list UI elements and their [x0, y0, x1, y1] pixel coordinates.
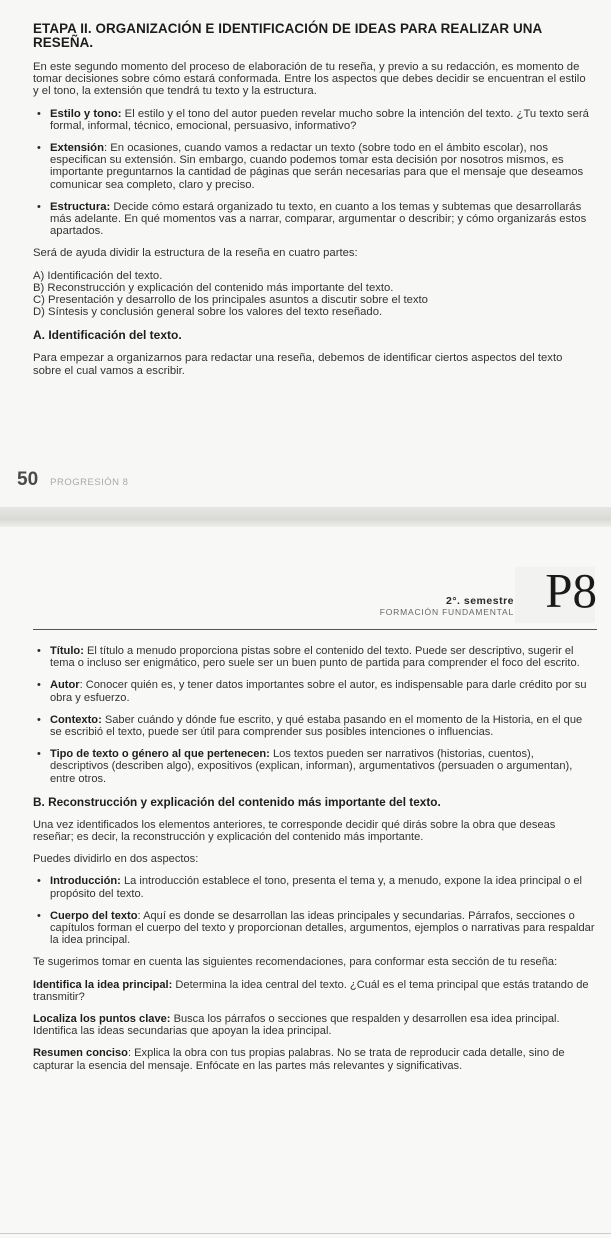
item-term: Contexto:: [50, 713, 102, 726]
item-text: : Explica la obra con tus propias palabras. No se trata de reproducir cada detalle, sino de capturar la esencia del mensaje. Enfócate en las partes más relevantes y significativas.: [33, 1047, 565, 1072]
list-item: [33, 910, 595, 947]
bullet-icon: •: [37, 713, 41, 726]
decision-list: [33, 108, 593, 238]
item-term: Resumen conciso: [33, 1047, 128, 1060]
recommendation: [33, 1047, 595, 1071]
list-item: [33, 679, 595, 703]
section-a-heading: A. Identificación del texto.: [33, 328, 182, 343]
item-term: Estructura:: [50, 200, 111, 213]
bullet-icon: •: [37, 142, 41, 155]
section-a-text: Para empezar a organizarnos para redactar una reseña, debemos de identificar ciertos aspectos del texto sobre el cual vamos a escribir.: [33, 352, 563, 377]
item-text: Decide cómo estará organizado tu texto, en cuanto a los temas y subtemas que desarrollarás más adelante. En qué momentos vas a narrar, comparar, argumentar o describir; y cómo organizarás estos apartados.: [50, 200, 587, 238]
identification-list: [33, 645, 595, 785]
item-text: La introducción establece el tono, presenta el tema y, a menudo, expone la idea principal o el propósito del texto.: [50, 875, 582, 900]
progression-badge: P8: [545, 563, 597, 618]
item-term: Estilo y tono:: [50, 107, 122, 120]
intro-paragraph: En este segundo momento del proceso de elaboración de tu reseña, y previo a su redacción, es momento de tomar decisiones sobre cómo estará conformada. Entre los aspectos que debes decidir se encuentran el estilo y el tono, la extensión que tendrá tu texto y la estructura.: [33, 61, 586, 98]
item-text: Busca los párrafos o secciones que respalden y desarrollen esa idea principal. Identifica las ideas secundarias que apoyan la idea principal.: [33, 1013, 560, 1038]
page-header: [0, 547, 611, 631]
page-gutter: [0, 507, 611, 527]
header-rule: [33, 629, 597, 630]
list-item: [33, 201, 593, 238]
bullet-icon: •: [37, 200, 41, 213]
section-b-heading: B. Reconstrucción y explicación del contenido más importante del texto.: [33, 794, 441, 809]
progression-label: PROGRESIÓN 8: [50, 477, 129, 488]
part-item: B) Reconstrucción y explicación del contenido más importante del texto.: [33, 281, 394, 294]
page-50: [0, 0, 611, 507]
part-item: D) Síntesis y conclusión general sobre los valores del texto reseñado.: [33, 306, 383, 319]
item-text: El estilo y el tono del autor pueden revelar mucho sobre la intención del texto. ¿Tu texto será formal, informal, técnico, emocional, persuasivo, informativo?: [50, 107, 589, 132]
suggest-text: Te sugerimos tomar en cuenta las siguientes recomendaciones, para conformar esta sección de tu reseña:: [33, 956, 558, 969]
page-footer: [17, 470, 128, 490]
item-term: Tipo de texto o género al que pertenecen:: [50, 748, 270, 761]
bullet-icon: •: [37, 748, 41, 761]
item-term: Título:: [50, 645, 84, 657]
bullet-icon: •: [37, 107, 41, 120]
aspects-list: [33, 875, 595, 946]
item-term: Extensión: [50, 142, 104, 155]
item-text: : Aquí es donde se desarrollan las ideas principales y secundarias. Párrafos, secciones o capítulos forman el cuerpo del texto y proporcionan detalles, argumentos, ejemplos o narrativas para respaldar la idea principal.: [50, 909, 595, 947]
bottom-rule: [0, 1233, 611, 1234]
parts-intro: Será de ayuda dividir la estructura de la reseña en cuatro partes:: [33, 247, 358, 260]
item-term: Identifica la idea principal:: [33, 978, 173, 991]
list-item: [33, 645, 595, 669]
item-text: : Conocer quién es, y tener datos importantes sobre el autor, es indispensable para darle crédito por su obra y esfuerzo.: [50, 679, 587, 704]
semester-label: 2°. semestre: [446, 595, 514, 607]
item-text: Los textos pueden ser narrativos (historias, cuentos), descriptivos (describen algo), expositivos (explican, informan), argumentativos (persuaden o argumentan), entre otros.: [50, 748, 573, 785]
bullet-icon: •: [37, 645, 41, 657]
divide-text: Puedes dividirlo en dos aspectos:: [33, 853, 199, 866]
page-51-body: [33, 645, 595, 1072]
list-item: [33, 108, 593, 132]
list-item: [33, 714, 595, 738]
bullet-icon: •: [37, 875, 41, 888]
part-item: C) Presentación y desarrollo de los principales asuntos a discutir sobre el texto: [33, 294, 428, 307]
list-item: [33, 875, 595, 899]
item-term: Autor: [50, 679, 80, 692]
formation-label: FORMACIÓN FUNDAMENTAL: [379, 607, 514, 617]
page-51: [0, 527, 611, 1238]
part-item: A) Identificación del texto.: [33, 269, 163, 282]
recommendation: [33, 979, 595, 1003]
page-50-body: [33, 22, 593, 377]
item-text: : En ocasiones, cuando vamos a redactar un texto (sobre todo en el ámbito escolar), nos especifican su extensión. Sin embargo, cuando podemos tomar esta decisión por nosotros mismos, es importante preguntarnos la cantidad de páginas que serán necesarias para que el mensaje que deseamos comunicar sea completo, claro y preciso.: [50, 142, 584, 191]
item-term: Introducción:: [50, 875, 121, 888]
item-text: El título a menudo proporciona pistas sobre el contenido del texto. Puede ser descriptivo, sugerir el tema o incluso ser enigmático, pero suele ser un buen punto de partida para comprender el foco del escrito.: [50, 645, 580, 670]
section-b-text: Una vez identificados los elementos anteriores, te corresponde decidir qué dirás sobre la obra que deseas reseñar; es decir, la reconstrucción y explicación del contenido más importante.: [33, 818, 556, 844]
page-number: 50: [17, 469, 39, 490]
item-text: Saber cuándo y dónde fue escrito, y qué estaba pasando en el momento de la Historia, en el que se escribió el texto, puede ser útil para comprender sus posibles intenciones o influencias.: [50, 713, 583, 739]
list-item: [33, 748, 595, 785]
item-term: Localiza los puntos clave:: [33, 1013, 171, 1026]
item-term: Cuerpo del texto: [50, 909, 138, 922]
bullet-icon: •: [37, 909, 41, 922]
bullet-icon: •: [37, 679, 41, 692]
list-item: [33, 142, 593, 191]
recommendation: [33, 1013, 595, 1037]
item-text: Determina la idea central del texto. ¿Cuál es el tema principal que estás tratando de transmitir?: [33, 978, 589, 1003]
stage-heading: ETAPA II. ORGANIZACIÓN E IDENTIFICACIÓN DE IDEAS PARA REALIZAR UNA RESEÑA.: [33, 21, 542, 50]
